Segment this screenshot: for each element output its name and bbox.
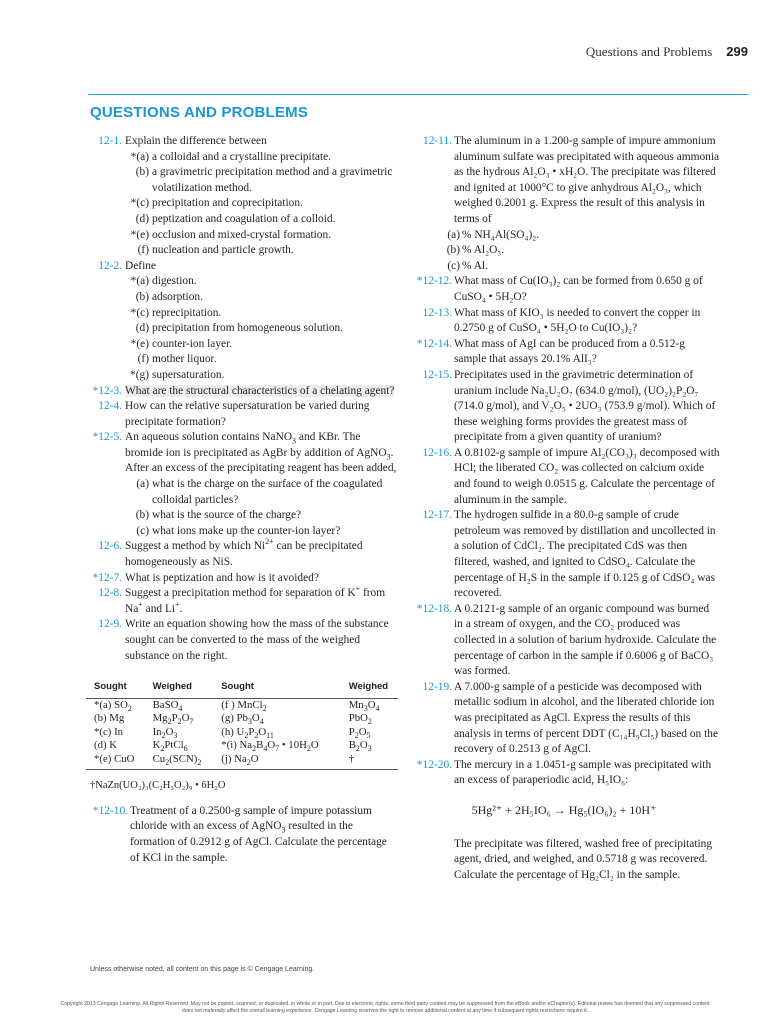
question-12-20: *12-20. The mercury in a 1.0451-g sample was precipitated with an excess of paraperiodic acid, H₅IO₆: (416, 758, 712, 787)
list-item: (f) mother liquor. (137, 353, 217, 366)
question-12-10: *12-10. Treatment of a 0.2500-g sample of impure potassium chloride with an excess of AgNO$_3$ resulted in the formation of 0.2912 g of AgCl. Calculate the percentage of KCl in the sample. (92, 804, 387, 864)
question-12-1: 12-1. Explain the difference between (98, 135, 267, 147)
list-item: (d) peptization and coagulation of a colloid. (135, 212, 336, 225)
question-12-3: *12-3. What are the structural characteristics of a chelating agent? (92, 384, 395, 397)
question-12-12: *12-12. What mass of Cu(IO₃)₂ can be formed from 0.650 g of CuSO₄ • 5H₂O? (416, 275, 703, 303)
list-item: *(c) precipitation and coprecipitation. (130, 197, 303, 210)
table-row: *(e) CuO $Cu_2(SCN)_2$ (j) $Na_2O$ † (86, 753, 398, 770)
table-row: (d) K $K_2PtCl_6$ *(i) $Na_2B_4O_7$ • $10H_2O$ $B_2O_3$ (94, 739, 372, 754)
question-12-19: 12-19. A 7.000-g sample of a pesticide was decomposed with metallic sodium in alcohol, and the liberated chloride ion was precipitated as AgCl. Express the results of this analysis in terms of percent DDT (C₁₄H₉Cl₅) based on the recovery of 0.2513 g of AgCl. (422, 680, 718, 756)
question-12-8: 12-8. Suggest a precipitation method for separation of K+ from Na+ and Li+. (98, 584, 386, 615)
list-item: *(a) digestion. (130, 275, 197, 288)
question-12-4: 12-4. How can the relative supersaturation be varied during precipitate formation? (98, 400, 370, 428)
right-column (408, 134, 720, 883)
list-item: (b) % Al₂O₃. (446, 244, 505, 257)
column-header: Weighed (145, 678, 214, 698)
content-notice: Unless otherwise noted, all content on this page is © Cengage Learning. (90, 966, 315, 973)
list-item: *(c) reprecipitation. (130, 306, 222, 319)
question-12-18: *12-18. A 0.2121-g sample of an organic compound was burned in a stream of oxygen, and the CO₂ produced was collected in a solution of barium hydroxide. Calculate the percentage of carbon in the sample if 0.6006 g of BaCO₃ was formed. (416, 602, 717, 678)
question-12-11: 12-11. The aluminum in a 1.200-g sample of impure ammonium aluminum sulfate was precipitated with aqueous ammonia as the hydrous Al₂O₃ • xH₂O. The precipitate was filtered and ignited at 1000°C to give anhydrous Al₂O₃, which weighed 0.2001 g. Express the result of this analysis in terms of (423, 135, 720, 225)
section-title: QUESTIONS AND PROBLEMS (90, 104, 309, 121)
question-12-9: 12-9. Write an equation showing how the mass of the substance sought can be converted to the mass of the weighed substance on the right. (98, 618, 389, 662)
column-header: Sought (86, 678, 145, 698)
sought-weighed-table (86, 678, 398, 770)
question-12-6: 12-6. Suggest a method by which $Ni^{2+}$ can be precipitated homogeneously as NiS. (98, 537, 363, 569)
column-header: Weighed (341, 678, 398, 698)
copyright-notice: Copyright 2013 Cengage Learning. All Rights Reserved. May not be copied, scanned, or duplicated, in whole or in part. Due to electronic rights, some third party content may be suppressed from the eBook and/or eChapter(s). Editorial review has deemed that any suppressed content does not materially affect the overall learning experience. Cengage Learning reserves the right to remove additional content at any time if subsequent rights restrictions require it. (60, 1001, 710, 1014)
left-column (86, 134, 398, 866)
list-item: (c) what ions make up the counter-ion layer? (136, 524, 341, 537)
question-12-16: 12-16. A 0.8102-g sample of impure Al₂(CO₃)₃ decomposed with HCl; the liberated CO₂ was collected on calcium oxide and found to weigh 0.0515 g. Calculate the percentage of aluminum in the sample. (422, 446, 720, 506)
reaction-equation: 5Hg²⁺ + 2H₅IO₆ → Hg₅(IO₆)₂ + 10H⁺ (471, 802, 657, 817)
list-item: *(a) a colloidal and a crystalline precipitate. (130, 150, 332, 163)
running-header (586, 44, 748, 60)
list-item: *(g) supersaturation. (130, 368, 225, 381)
list-item: (c) % Al. (447, 259, 488, 272)
page-number: 299 (726, 44, 748, 59)
highlighted-text: What are the structural characteristics of a chelating agent? (125, 384, 395, 397)
list-item: *(e) counter-ion layer. (130, 337, 233, 350)
question-12-2: 12-2. Define (98, 259, 156, 272)
header-rule (88, 94, 748, 95)
table-row: *(a) $SO_2$ BaSO$_4$ (f ) MnCl$_2$ $Mn_3O_4$ (94, 698, 380, 713)
running-title: Questions and Problems (585, 44, 713, 59)
list-item: (d) precipitation from homogeneous solution. (135, 322, 344, 335)
table-row: *(c) In $In_2O_3$ (h) $U_2P_2O_{11}$ $P_2O_5$ (94, 725, 371, 740)
question-12-7: *12-7. What is peptization and how is it avoided? (92, 571, 319, 584)
question-12-13: 12-13. What mass of KIO₃ is needed to convert the copper in 0.2750 g of CuSO₄ • 5H₂O to Cu(IO₃)₂? (422, 306, 701, 335)
question-12-20-continued: The precipitate was filtered, washed free of precipitating agent, dried, and weighed, and 0.5718 g was recovered. Calculate the percentage of Hg₂Cl₂ in the sample. (454, 837, 713, 881)
list-item: (f) nucleation and particle growth. (137, 244, 294, 257)
list-item: (b) a gravimetric precipitation method and a gravimetric volatilization method. (135, 166, 393, 194)
question-12-17: 12-17. The hydrogen sulfide in a 80.0-g sample of crude petroleum was removed by distillation and uncollected in a solution of CdCl₂. The precipitated CdS was then filtered, washed, and ignited to CdSO₄. Calculate the percentage of H₂S in the sample if 0.125 g of CdSO₄ was recovered. (422, 509, 716, 600)
list-item: (a) % NH₄Al(SO₄)₂. (447, 228, 540, 241)
question-12-14: *12-14. What mass of AgI can be produced from a 0.512-g sample that assays 20.1% AlI₃? (416, 337, 685, 366)
question-12-15: 12-15. Precipitates used in the gravimetric determination of uranium include Na₂U₂O₇ (634.0 g/mol), (UO₂)₂P₂O₇ (714.0 g/mol), and V₂O₅ • 2UO₃ (753.9 g/mol). Which of these weighing forms provides the greatest mass of precipitate from a given quantity of uranium? (422, 368, 716, 444)
column-header: Sought (213, 678, 340, 698)
table-footnote: †NaZn(UO₂)₃(C₂H₃O₂)₉ • 6H₂O (90, 780, 226, 792)
list-item: (b) what is the source of the charge? (135, 509, 302, 522)
question-12-5: *12-5. An aqueous solution contains NaNO$_3$ and KBr. The bromide ion is precipitated as AgBr by addition of AgNO$_3$. After an excess of the precipitating reagent has been added, (92, 431, 397, 475)
list-item: *(e) occlusion and mixed-crystal formation. (130, 228, 332, 241)
list-item: (b) adsorption. (135, 290, 203, 303)
table-row: (b) Mg $Mg_2P_2O_7$ (g) $Pb_3O_4$ PbO$_2$ (94, 712, 372, 727)
list-item: (a) what is the charge on the surface of the coagulated colloidal particles? (136, 478, 383, 506)
